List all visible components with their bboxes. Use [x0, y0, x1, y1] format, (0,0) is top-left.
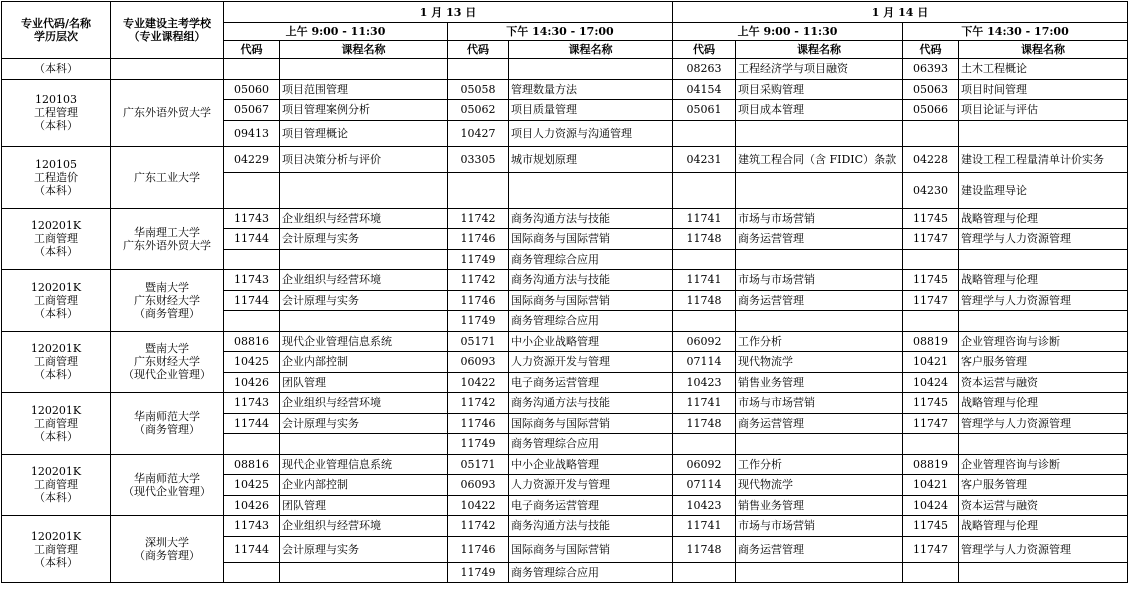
course-code-cell: [673, 172, 736, 208]
course-name-header: 课程名称: [959, 41, 1128, 59]
course-code-cell: 10424: [903, 495, 959, 516]
major-line: 工商管理: [34, 542, 78, 556]
course-code-cell: 11741: [673, 270, 736, 291]
school-cell: [111, 146, 224, 208]
course-code-cell: [673, 434, 736, 455]
course-name-cell: 战略管理与伦理: [959, 270, 1128, 291]
course-name-cell: [736, 249, 903, 270]
major-line: （本科）: [34, 62, 78, 76]
course-code-cell: 11748: [673, 229, 736, 250]
course-code-cell: [903, 434, 959, 455]
course-name-cell: 电子商务运营管理: [509, 372, 673, 393]
code-header: 代码: [673, 41, 736, 59]
course-name-cell: 团队管理: [280, 495, 448, 516]
course-name-cell: 商务沟通方法与技能: [509, 516, 673, 537]
course-name-cell: 企业组织与经营环境: [280, 516, 448, 537]
course-name-cell: 企业管理咨询与诊断: [959, 454, 1128, 475]
major-cell: [2, 516, 111, 583]
school-line: 深圳大学: [145, 536, 189, 549]
session-header-jan14-pm: 下午 14:30 - 17:00: [903, 23, 1128, 41]
course-code-cell: 11749: [448, 311, 509, 332]
course-code-cell: 10427: [448, 120, 509, 146]
course-code-cell: [224, 172, 280, 208]
major-cell: [2, 270, 111, 332]
course-name-cell: [280, 172, 448, 208]
table-row: [2, 454, 1128, 475]
course-code-cell: 05171: [448, 331, 509, 352]
course-code-cell: 11745: [903, 270, 959, 291]
course-name-cell: [959, 562, 1128, 583]
course-code-cell: 11746: [448, 229, 509, 250]
course-code-cell: 10426: [224, 372, 280, 393]
table-body: [2, 59, 1128, 583]
major-line: 工商管理: [34, 355, 78, 369]
code-header: 代码: [903, 41, 959, 59]
course-code-cell: [903, 120, 959, 146]
major-line: 120105: [35, 157, 77, 171]
course-code-cell: [673, 249, 736, 270]
table-row: [2, 59, 1128, 80]
course-code-cell: 09413: [224, 120, 280, 146]
major-line: 工程管理: [34, 106, 78, 119]
school-line: （商务管理）: [134, 549, 200, 562]
course-name-cell: 项目管理概论: [280, 120, 448, 146]
course-code-cell: [673, 120, 736, 146]
course-code-cell: 11749: [448, 434, 509, 455]
course-name-cell: 销售业务管理: [736, 495, 903, 516]
course-code-cell: 06092: [673, 331, 736, 352]
course-code-cell: 06393: [903, 59, 959, 80]
course-code-cell: 10425: [224, 475, 280, 496]
course-name-cell: 商务运营管理: [736, 413, 903, 434]
course-name-cell: 电子商务运营管理: [509, 495, 673, 516]
course-name-cell: 工作分析: [736, 331, 903, 352]
session-header-jan13-pm: 下午 14:30 - 17:00: [448, 23, 673, 41]
course-code-cell: [224, 311, 280, 332]
course-name-cell: 资本运营与融资: [959, 372, 1128, 393]
course-name-cell: 国际商务与国际营销: [509, 290, 673, 311]
course-code-cell: 06093: [448, 475, 509, 496]
major-line: 120201K: [30, 403, 82, 417]
school-cell: [111, 454, 224, 516]
course-name-cell: 商务管理综合应用: [509, 562, 673, 583]
course-name-cell: 人力资源开发与管理: [509, 475, 673, 496]
course-code-cell: 11747: [903, 536, 959, 562]
course-code-cell: 04229: [224, 146, 280, 172]
major-line: （本科）: [34, 119, 78, 132]
course-name-cell: 商务沟通方法与技能: [509, 393, 673, 414]
course-name-cell: 商务运营管理: [736, 229, 903, 250]
course-name-cell: 国际商务与国际营销: [509, 413, 673, 434]
course-name-cell: [509, 172, 673, 208]
school-cell: [111, 59, 224, 80]
course-name-cell: [280, 562, 448, 583]
school-line: 广东外语外贸大学: [123, 106, 211, 119]
course-name-cell: 资本运营与融资: [959, 495, 1128, 516]
course-name-cell: [959, 120, 1128, 146]
course-name-cell: 项目管理案例分析: [280, 100, 448, 121]
course-code-cell: 11746: [448, 290, 509, 311]
course-name-cell: 市场与市场营销: [736, 516, 903, 537]
course-code-cell: 10422: [448, 495, 509, 516]
course-code-cell: 11745: [903, 208, 959, 229]
course-code-cell: 08816: [224, 454, 280, 475]
table-row: [2, 208, 1128, 229]
course-code-cell: [224, 562, 280, 583]
course-code-cell: 06093: [448, 352, 509, 373]
course-code-cell: 07114: [673, 352, 736, 373]
course-name-cell: 项目成本管理: [736, 100, 903, 121]
course-name-cell: [736, 562, 903, 583]
day-header-jan14: 1 月 14 日: [673, 2, 1128, 23]
course-code-cell: 11742: [448, 208, 509, 229]
school-line: 华南师范大学: [134, 410, 200, 424]
course-code-cell: 11741: [673, 393, 736, 414]
major-cell: [2, 208, 111, 270]
table-row: [2, 146, 1128, 172]
school-cell: [111, 208, 224, 270]
major-line: 工商管理: [34, 416, 78, 430]
course-name-cell: 战略管理与伦理: [959, 516, 1128, 537]
course-code-cell: 11745: [903, 516, 959, 537]
course-name-cell: 项目质量管理: [509, 100, 673, 121]
major-cell: [2, 454, 111, 516]
course-name-cell: 现代企业管理信息系统: [280, 331, 448, 352]
major-cell: [2, 393, 111, 455]
school-line: 广东外语外贸大学: [123, 238, 211, 252]
course-code-cell: 04228: [903, 146, 959, 172]
school-line: （现代企业管理）: [123, 368, 211, 382]
course-code-cell: 11743: [224, 270, 280, 291]
course-name-cell: [280, 434, 448, 455]
major-line: 工商管理: [34, 293, 78, 307]
course-code-cell: 11749: [448, 562, 509, 583]
course-name-cell: [280, 311, 448, 332]
major-line: （本科）: [34, 429, 78, 443]
school-header-line2: （专业课程组）: [128, 30, 206, 43]
course-code-cell: 05067: [224, 100, 280, 121]
major-cell: [2, 79, 111, 146]
course-name-cell: 土木工程概论: [959, 59, 1128, 80]
course-code-cell: 05066: [903, 100, 959, 121]
course-name-cell: 项目论证与评估: [959, 100, 1128, 121]
course-name-cell: [509, 59, 673, 80]
course-name-cell: 建设监理导论: [959, 172, 1128, 208]
course-name-cell: 市场与市场营销: [736, 270, 903, 291]
table-row: [2, 516, 1128, 537]
course-name-cell: 企业内部控制: [280, 352, 448, 373]
major-line: 120103: [35, 93, 77, 106]
course-code-cell: 11744: [224, 290, 280, 311]
course-code-cell: 10423: [673, 495, 736, 516]
course-code-cell: 08263: [673, 59, 736, 80]
course-name-cell: 人力资源开发与管理: [509, 352, 673, 373]
course-code-cell: 05063: [903, 79, 959, 100]
course-code-cell: 04230: [903, 172, 959, 208]
course-code-cell: 11749: [448, 249, 509, 270]
school-line: 广东财经大学: [134, 355, 200, 369]
table-header: [2, 2, 1128, 59]
course-name-cell: [280, 249, 448, 270]
course-name-cell: 客户服务管理: [959, 352, 1128, 373]
course-name-cell: 会计原理与实务: [280, 229, 448, 250]
major-line: 工商管理: [34, 232, 78, 246]
course-name-cell: 现代物流学: [736, 475, 903, 496]
major-line: （本科）: [34, 368, 78, 382]
school-column-header: [111, 2, 224, 59]
course-name-cell: 项目采购管理: [736, 79, 903, 100]
table-row: [2, 270, 1128, 291]
course-code-cell: [903, 562, 959, 583]
course-code-cell: 08819: [903, 331, 959, 352]
course-name-cell: 企业管理咨询与诊断: [959, 331, 1128, 352]
course-code-cell: [224, 434, 280, 455]
course-code-cell: 05060: [224, 79, 280, 100]
school-cell: [111, 79, 224, 146]
course-code-cell: 10421: [903, 352, 959, 373]
course-name-cell: [736, 120, 903, 146]
major-line: 工程造价: [34, 170, 78, 184]
course-code-cell: 11747: [903, 413, 959, 434]
course-name-cell: 会计原理与实务: [280, 413, 448, 434]
course-code-cell: 11741: [673, 208, 736, 229]
session-header-jan13-am: 上午 9:00 - 11:30: [224, 23, 448, 41]
day-header-jan13: 1 月 13 日: [224, 2, 673, 23]
course-code-cell: 11743: [224, 393, 280, 414]
course-code-cell: 08816: [224, 331, 280, 352]
school-line: （现代企业管理）: [123, 484, 211, 498]
course-code-cell: [448, 172, 509, 208]
course-name-cell: 管理学与人力资源管理: [959, 536, 1128, 562]
school-line: 华南理工大学: [134, 225, 200, 239]
course-name-cell: [736, 434, 903, 455]
course-name-cell: 商务运营管理: [736, 536, 903, 562]
course-code-cell: 11742: [448, 270, 509, 291]
course-code-cell: 05058: [448, 79, 509, 100]
course-name-cell: [736, 311, 903, 332]
course-name-cell: 现代物流学: [736, 352, 903, 373]
course-name-cell: 企业内部控制: [280, 475, 448, 496]
course-code-cell: 11746: [448, 413, 509, 434]
table-row: [2, 79, 1128, 100]
table-row: [2, 393, 1128, 414]
course-name-cell: 销售业务管理: [736, 372, 903, 393]
course-name-cell: 战略管理与伦理: [959, 208, 1128, 229]
school-line: （商务管理）: [134, 306, 200, 320]
course-code-cell: 11743: [224, 208, 280, 229]
major-line: 120201K: [30, 280, 82, 294]
course-name-cell: 企业组织与经营环境: [280, 270, 448, 291]
course-name-cell: 会计原理与实务: [280, 290, 448, 311]
course-code-cell: [224, 249, 280, 270]
course-name-cell: 项目范围管理: [280, 79, 448, 100]
course-code-cell: [903, 249, 959, 270]
major-line: 120201K: [30, 465, 82, 479]
course-name-cell: [736, 172, 903, 208]
course-code-cell: 11744: [224, 229, 280, 250]
school-line: （商务管理）: [134, 423, 200, 437]
course-code-cell: 11742: [448, 393, 509, 414]
course-name-cell: 管理学与人力资源管理: [959, 229, 1128, 250]
course-name-header: 课程名称: [280, 41, 448, 59]
course-code-cell: 06092: [673, 454, 736, 475]
course-name-cell: 商务管理综合应用: [509, 311, 673, 332]
exam-schedule-table: [1, 1, 1128, 583]
course-name-cell: 市场与市场营销: [736, 208, 903, 229]
major-cell: [2, 59, 111, 80]
major-column-header: [2, 2, 111, 59]
course-code-cell: 05171: [448, 454, 509, 475]
course-name-cell: 商务管理综合应用: [509, 434, 673, 455]
course-code-cell: 10424: [903, 372, 959, 393]
course-code-cell: [673, 311, 736, 332]
course-code-cell: 11748: [673, 413, 736, 434]
major-line: 120201K: [30, 219, 82, 233]
course-code-cell: 05061: [673, 100, 736, 121]
major-cell: [2, 146, 111, 208]
course-code-cell: 11748: [673, 536, 736, 562]
course-code-cell: [903, 311, 959, 332]
school-cell: [111, 516, 224, 583]
major-cell: [2, 331, 111, 393]
course-name-cell: 工程经济学与项目融资: [736, 59, 903, 80]
course-code-cell: 08819: [903, 454, 959, 475]
course-code-cell: 05062: [448, 100, 509, 121]
course-code-cell: 03305: [448, 146, 509, 172]
course-code-cell: 11743: [224, 516, 280, 537]
major-line: 工商管理: [34, 478, 78, 492]
course-name-cell: 国际商务与国际营销: [509, 229, 673, 250]
course-name-cell: 管理学与人力资源管理: [959, 413, 1128, 434]
course-code-cell: 10425: [224, 352, 280, 373]
course-name-cell: [959, 311, 1128, 332]
course-code-cell: 11742: [448, 516, 509, 537]
code-header: 代码: [224, 41, 280, 59]
course-code-cell: 11746: [448, 536, 509, 562]
course-name-cell: 客户服务管理: [959, 475, 1128, 496]
course-name-cell: 企业组织与经营环境: [280, 208, 448, 229]
course-name-cell: 建设工程工程量清单计价实务: [959, 146, 1128, 172]
course-code-cell: 11747: [903, 290, 959, 311]
course-code-cell: 07114: [673, 475, 736, 496]
course-name-cell: 市场与市场营销: [736, 393, 903, 414]
school-cell: [111, 393, 224, 455]
course-code-cell: 10426: [224, 495, 280, 516]
course-code-cell: 11748: [673, 290, 736, 311]
school-line: 华南师范大学: [134, 471, 200, 485]
course-code-cell: 11741: [673, 516, 736, 537]
course-name-cell: 建筑工程合同（含 FIDIC）条款: [736, 146, 903, 172]
course-name-cell: [280, 59, 448, 80]
course-code-cell: 04231: [673, 146, 736, 172]
course-name-cell: 城市规划原理: [509, 146, 673, 172]
school-cell: [111, 331, 224, 393]
course-name-cell: 中小企业战略管理: [509, 454, 673, 475]
course-name-cell: 商务管理综合应用: [509, 249, 673, 270]
course-name-cell: 国际商务与国际营销: [509, 536, 673, 562]
course-name-cell: 工作分析: [736, 454, 903, 475]
course-code-cell: 11744: [224, 413, 280, 434]
school-cell: [111, 270, 224, 332]
course-name-cell: 中小企业战略管理: [509, 331, 673, 352]
course-name-cell: 项目时间管理: [959, 79, 1128, 100]
major-line: （本科）: [34, 183, 78, 197]
course-code-cell: 11747: [903, 229, 959, 250]
school-line: 广东财经大学: [134, 293, 200, 307]
major-line: （本科）: [34, 245, 78, 259]
session-header-jan14-am: 上午 9:00 - 11:30: [673, 23, 903, 41]
code-header: 代码: [448, 41, 509, 59]
course-name-cell: [959, 434, 1128, 455]
course-name-header: 课程名称: [509, 41, 673, 59]
course-code-cell: 10421: [903, 475, 959, 496]
course-name-cell: 管理数量方法: [509, 79, 673, 100]
major-line: （本科）: [34, 491, 78, 505]
major-line: （本科）: [34, 555, 78, 569]
course-code-cell: [448, 59, 509, 80]
course-name-cell: 会计原理与实务: [280, 536, 448, 562]
course-name-cell: 团队管理: [280, 372, 448, 393]
school-line: 暨南大学: [145, 280, 189, 294]
course-name-cell: 项目决策分析与评价: [280, 146, 448, 172]
course-code-cell: [224, 59, 280, 80]
course-code-cell: 11744: [224, 536, 280, 562]
course-name-cell: 企业组织与经营环境: [280, 393, 448, 414]
major-line: 120201K: [30, 529, 82, 543]
major-header-line1: 专业代码/名称: [20, 17, 92, 30]
course-code-cell: 10423: [673, 372, 736, 393]
school-header-line1: 专业建设主考学校: [123, 17, 211, 30]
course-name-cell: 商务沟通方法与技能: [509, 270, 673, 291]
major-line: 120201K: [30, 342, 82, 356]
course-name-cell: 项目人力资源与沟通管理: [509, 120, 673, 146]
course-code-cell: [673, 562, 736, 583]
course-code-cell: 04154: [673, 79, 736, 100]
major-header-line2: 学历层次: [34, 30, 78, 43]
school-line: 广东工业大学: [134, 170, 200, 184]
course-name-cell: [959, 249, 1128, 270]
major-line: （本科）: [34, 306, 78, 320]
course-name-cell: 战略管理与伦理: [959, 393, 1128, 414]
course-name-cell: 管理学与人力资源管理: [959, 290, 1128, 311]
course-name-cell: 商务运营管理: [736, 290, 903, 311]
school-line: 暨南大学: [145, 342, 189, 356]
course-name-header: 课程名称: [736, 41, 903, 59]
course-code-cell: 11745: [903, 393, 959, 414]
table-row: [2, 331, 1128, 352]
course-name-cell: 现代企业管理信息系统: [280, 454, 448, 475]
course-name-cell: 商务沟通方法与技能: [509, 208, 673, 229]
course-code-cell: 10422: [448, 372, 509, 393]
